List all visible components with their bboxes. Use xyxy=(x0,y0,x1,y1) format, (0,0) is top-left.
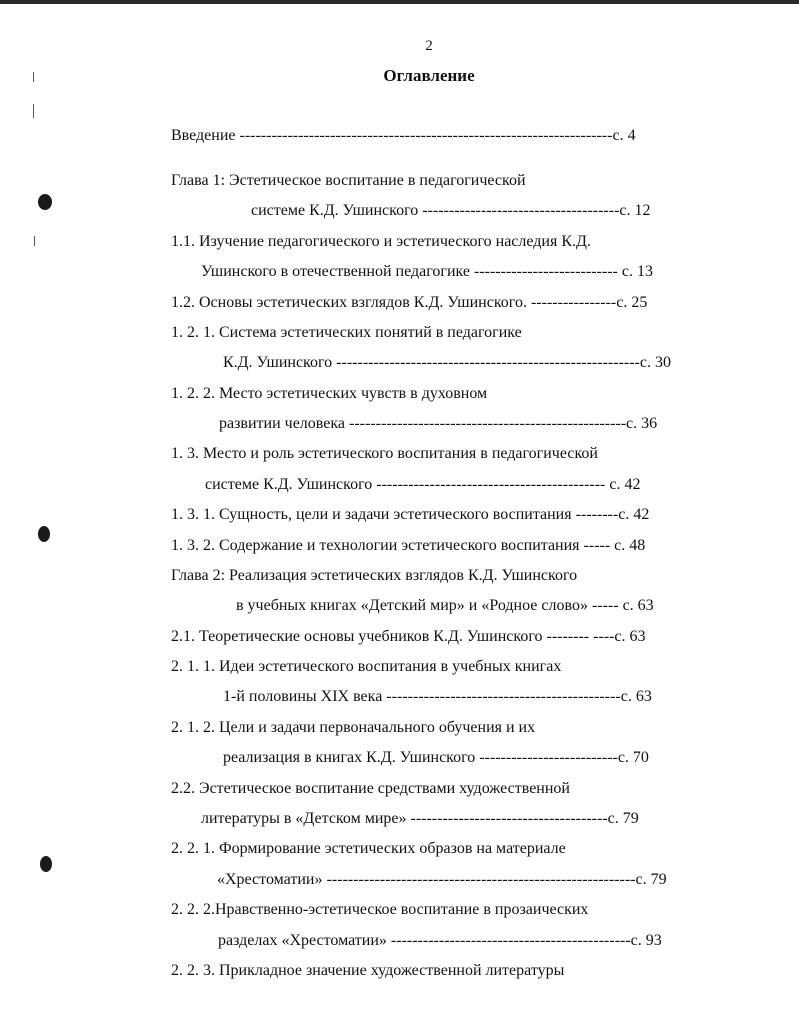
scan-margin-mark-3 xyxy=(34,236,35,246)
toc-entry: Ушинского в отечественной педагогике --------------------------- с. 13 xyxy=(201,263,653,280)
toc-entry: 1. 3. 2. Содержание и технологии эстетического воспитания ----- с. 48 xyxy=(171,537,646,554)
toc-entry: Глава 1: Эстетическое воспитание в педагогической xyxy=(171,172,526,189)
toc-entry: 1. 3. Место и роль эстетического воспитания в педагогической xyxy=(171,445,598,462)
toc-entry: литературы в «Детском мире» -------------------------------------с. 79 xyxy=(201,810,639,827)
scan-margin-mark-2 xyxy=(33,104,34,118)
toc-entry: системе К.Д. Ушинского ------------------------------------------- с. 42 xyxy=(205,476,641,493)
toc-entry: системе К.Д. Ушинского -------------------------------------с. 12 xyxy=(251,202,651,219)
scan-speck-3 xyxy=(40,856,52,872)
page-title: Оглавление xyxy=(383,66,475,85)
toc-entry: «Хрестоматии» ----------------------------------------------------------с. 79 xyxy=(217,871,667,888)
toc-entry: 1.1. Изучение педагогического и эстетического наследия К.Д. xyxy=(171,233,591,250)
scan-speck-2 xyxy=(38,526,50,542)
toc-entry: 1-й половины XIX века --------------------------------------------с. 63 xyxy=(223,688,652,705)
toc-entry: 2. 1. 1. Идеи эстетического воспитания в учебных книгах xyxy=(171,658,562,675)
toc-entry: Глава 2: Реализация эстетических взглядов К.Д. Ушинского xyxy=(171,567,578,584)
page-number: 2 xyxy=(425,38,433,54)
toc-entry: 2. 1. 2. Цели и задачи первоначального обучения и их xyxy=(171,719,536,736)
toc-entry: 2.2. Эстетическое воспитание средствами художественной xyxy=(171,780,570,797)
toc-entry: развитии человека ----------------------------------------------------с. 36 xyxy=(219,415,658,432)
toc-entry: 2. 2. 1. Формирование эстетических образов на материале xyxy=(171,840,566,857)
toc-entry: 1.2. Основы эстетических взглядов К.Д. Ушинского. ----------------с. 25 xyxy=(171,294,648,311)
toc-entry: разделах «Хрестоматии» ---------------------------------------------с. 93 xyxy=(218,932,662,949)
toc-entry: 1. 2. 1. Система эстетических понятий в педагогике xyxy=(171,324,522,341)
toc-entry: Введение ----------------------------------------------------------------------с. 4 xyxy=(171,127,636,144)
toc-entry: К.Д. Ушинского ---------------------------------------------------------с. 30 xyxy=(223,354,671,371)
toc-entry: 1. 3. 1. Сущность, цели и задачи эстетического воспитания --------с. 42 xyxy=(171,506,650,523)
toc-entry: 2. 2. 2.Нравственно-эстетическое воспитание в прозаических xyxy=(171,901,589,918)
toc-entry: реализация в книгах К.Д. Ушинского --------------------------с. 70 xyxy=(223,749,649,766)
scan-speck-1 xyxy=(38,194,52,210)
toc-entry: 2. 2. 3. Прикладное значение художественной литературы xyxy=(171,962,565,979)
scan-top-border xyxy=(0,0,799,4)
toc-entry: 1. 2. 2. Место эстетических чувств в духовном xyxy=(171,385,488,402)
toc-entry: в учебных книгах «Детский мир» и «Родное слово» ----- с. 63 xyxy=(236,597,654,614)
toc-entry: 2.1. Теоретические основы учебников К.Д. Ушинского -------- ----с. 63 xyxy=(171,628,646,645)
